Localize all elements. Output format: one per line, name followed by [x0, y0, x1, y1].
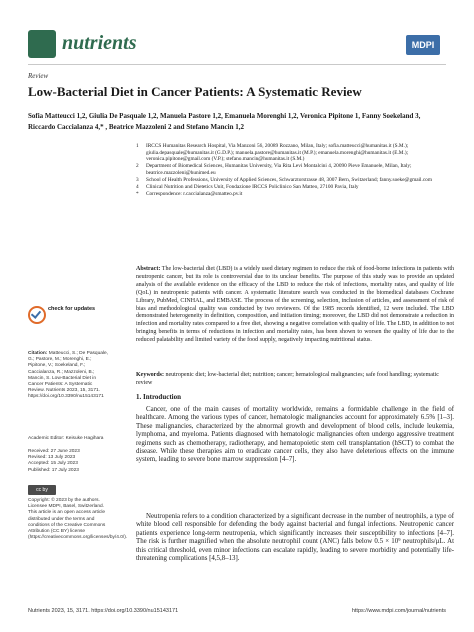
affiliation-number: * [136, 191, 139, 198]
intro-paragraph: Cancer, one of the main causes of mortality worldwide, remains a formidable challenge in the field of healthcare. Among the various types of cancer, hematologic malignancies account for approximately 6.5% [1–3]. These malignancies, characterized by the abnormal growth and development of blood cells, include leukemia, lymphoma, and myeloma. Patients diagnosed with hematologic malignancies often undergo aggressive treatment regimens such as chemotherapy, radiotherapy, and hematopoietic stem cell transplantation (hSCT) to combat the disease. While these therapies aim to eradicate cancer cells, they also have deleterious effects on the immune system, leading to severe bone marrow suppression [4–7]. [136, 406, 454, 464]
copyright-text: Copyright: © 2023 by the authors. Licensee MDPI, Basel, Switzerland. This article is an open access article distributed under the terms and conditions of the Creative Commons Attribution (CC BY) license (https://creativecommons.org/licenses/by/4.0/). [28, 498, 128, 541]
date-revised: Revised: 13 July 2023 [28, 455, 76, 461]
check-updates-button[interactable] [28, 306, 98, 324]
correspondence [136, 191, 456, 198]
header-divider [28, 64, 446, 65]
keywords-label: Keywords: [136, 372, 164, 378]
affiliations [136, 143, 456, 198]
abstract-label: Abstract: [136, 266, 161, 272]
check-updates-label: check for updates [48, 306, 96, 312]
article-type: Review [28, 72, 49, 80]
abstract-text: The low-bacterial diet (LBD) is a widely used dietary regimen to reduce the risk of food-borne infections in patients with neutropenic cancer, but its role is controversial due to its unclear benefits. The purpose of this study was to provide an updated analysis of the available evidence on the efficacy of the LBD to reduce the risk of infections, mortality rates, and quality of life (QoL) in neutropenic patients with cancer. A systematic literature search was conducted in the biomedical databases Cochrane Library, PubMed, CINHAL, and EMBASE. The process of the screening, selection, inclusion of articles, and assessment of risk of bias and methodological quality was conducted by two reviewers. Of the 1985 records identified, 12 were included. The LBD demonstrated heterogeneity in definition, composition, and initiation timing; moreover, the LBD did not demonstrate a reduction in infection and mortality rates compared to a free diet, showing a negative correlation with quality of life. The LBD, in addition to not bringing benefits in terms of reductions in infection and mortality rates, has been shown to worsen the quality of life due to the reduced palatability and limited variety of the food supply, negatively impacting nutritional status. [136, 266, 454, 344]
affiliation [136, 143, 456, 163]
article-title: Low-Bacterial Diet in Cancer Patients: A Systematic Review [28, 84, 362, 99]
affiliation [136, 177, 456, 184]
date-received: Received: 27 June 2023 [28, 449, 80, 454]
citation [28, 351, 110, 401]
citation-label: Citation: [28, 351, 48, 356]
affiliation-text: Department of Biomedical Sciences, Humanitas University, Via Rita Levi Montalcini 4, 20090 Pieve Emanuele, Milan, Italy; beatrice.mazzoleni@hunimed.eu [146, 163, 412, 176]
editor-name: Keisuke Hagihara [65, 436, 104, 441]
keywords-text: neutropenic diet; low-bacterial diet; nutrition; cancer; hematological malignancies; safe food handling; systematic review [136, 372, 439, 386]
affiliation-text: School of Health Professions, University of Applied Sciences, Schwarztorstrasse 48, 3007 Bern, Switzerland; fanny.soeke@gmail.com [146, 176, 432, 183]
journal-name: nutrients [62, 32, 137, 54]
correspondence-text[interactable]: Correspondence: r.caccialanza@smatteo.pv.it [146, 191, 243, 198]
intro-paragraph: Neutropenia refers to a condition characterized by a significant decrease in the number of neutrophils, a type of white blood cell responsible for defending the body against bacterial and fungal infections. Neutropenic cancer patients experience long-term neutropenia, which significantly increases their susceptibility to infections [4–7]. The risk is further magnified when the absolute neutrophil count (ANC) falls below 0.5 × 10⁹ neutrophils/μL. At this critical threshold, even minor infections can escalate rapidly, leading to severe morbidity and potentially life-threatening complications [4,5,8–13]. [136, 513, 454, 563]
affiliation-number: 4 [136, 184, 139, 191]
affiliation [136, 163, 456, 176]
affiliation-number: 3 [136, 176, 139, 183]
cc-license-icon[interactable]: cc by [28, 485, 56, 495]
keywords [136, 372, 454, 388]
editor-label: Academic Editor: [28, 436, 65, 441]
footer-journal-link[interactable]: https://www.mdpi.com/journal/nutrients [351, 608, 446, 614]
citation-text[interactable]: Matteucci, S.; De Pasquale, G.; Pastore, M.; Morenghi, E.; Pipitone, V.; Soekeland, F.; Caccialanza, R.; Mazzoleni, B.; Mancin, S. Low-Bacterial Diet in Cancer Patients: A Systematic Review. Nutrients 2023, 15, 3171. https://doi.org/10.3390/nu15143171 [28, 351, 108, 400]
affiliation-text: IRCCS Humanitas Research Hospital, Via Manzoni 56, 20089 Rozzano, Milan, Italy; sofia.matteucci@humanitas.it (S.M.); giulia.depasquale@humanitas.it (G.D.P.); manuela.pastore@humanitas.it (M.P.); emanuela.morenghi@humanitas.it (E.M.); veronica.pipitone@gmail.com (V.P.); stefano.mancin@humanitas.it (S.M.) [146, 143, 409, 163]
journal-logo-icon [28, 30, 56, 58]
affiliation [136, 184, 456, 191]
footer-citation[interactable]: Nutrients 2023, 15, 3171. https://doi.org/10.3390/nu15143171 [28, 608, 179, 614]
affiliation-number: 1 [136, 143, 139, 149]
publisher-logo[interactable]: MDPI [406, 35, 440, 55]
affiliation-number: 2 [136, 163, 139, 170]
abstract [136, 266, 454, 345]
article-dates [28, 449, 110, 474]
copyright [28, 485, 128, 541]
academic-editor [28, 436, 110, 442]
check-updates-icon [28, 306, 46, 324]
date-accepted: Accepted: 15 July 2023 [28, 461, 78, 467]
section-heading: 1. Introduction [136, 393, 181, 401]
date-published: Published: 17 July 2023 [28, 467, 79, 473]
affiliation-text: Clinical Nutrition and Dietetics Unit, Fondazione IRCCS Policlinico San Matteo, 27100 Pavia, Italy [146, 184, 359, 191]
author-list: Sofia Matteucci 1,2, Giulia De Pasquale 1,2, Manuela Pastore 1,2, Emanuela Morenghi 1,2, Veronica Pipitone 1, Fanny Soekeland 3, Riccardo Caccialanza 4,* , Beatrice Mazzoleni 2 and Stefano Mancin 1,2 [28, 112, 421, 131]
